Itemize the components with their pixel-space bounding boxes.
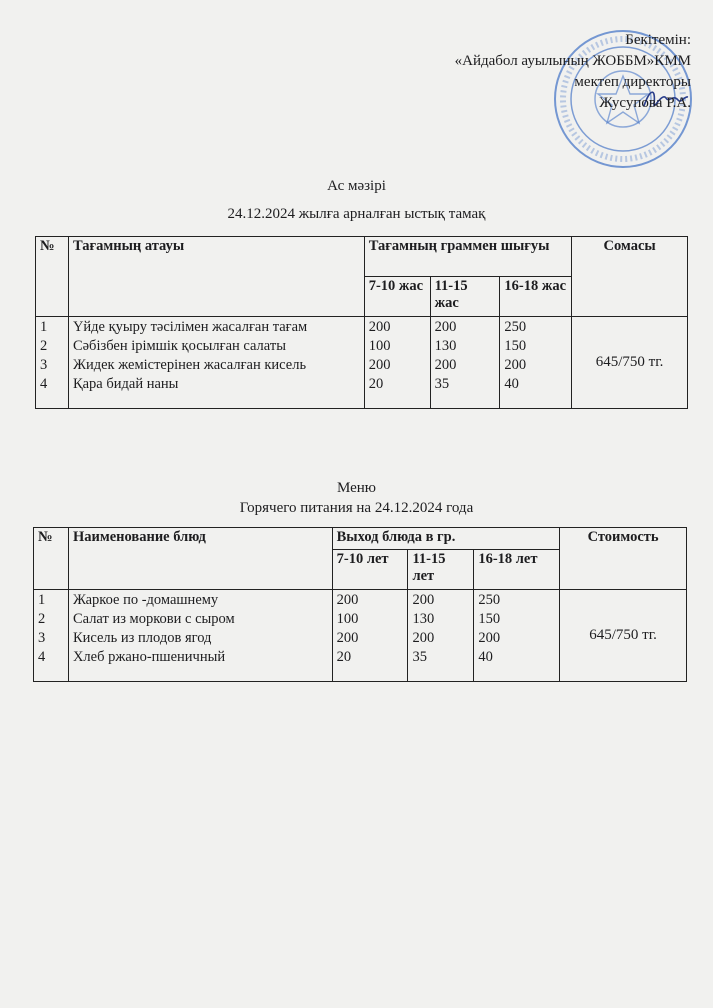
- grams-value: 200: [434, 319, 457, 335]
- dish-name: Салат из моркови с сыром: [72, 611, 235, 627]
- kz-price: 645/750 тг.: [572, 317, 688, 409]
- grams-value: 35: [412, 649, 427, 665]
- kz-header-price: Сомасы: [572, 237, 688, 317]
- grams-value: 200: [412, 592, 435, 608]
- grams-value: 200: [368, 357, 391, 373]
- dish-name: Хлеб ржано-пшеничный: [72, 649, 226, 665]
- ru-age-11-15-column: [408, 590, 474, 682]
- ru-header-age-16-18: 16-18 лет: [474, 550, 560, 590]
- row-num: 4: [38, 649, 46, 665]
- grams-value: 200: [412, 630, 435, 646]
- grams-value: 250: [504, 319, 527, 335]
- approval-line-approved: Бекітемін:: [625, 32, 691, 48]
- ru-name-column: [68, 590, 332, 682]
- dish-name: Сәбізбен ірімшік қосылған салаты: [72, 338, 286, 354]
- grams-value: 150: [504, 338, 527, 354]
- grams-value: 20: [368, 376, 384, 392]
- kz-menu-table: [35, 236, 688, 409]
- grams-value: 130: [412, 611, 435, 627]
- row-num: 3: [40, 357, 48, 373]
- ru-menu-subtitle: Горячего питания на 24.12.2024 года: [239, 500, 474, 516]
- grams-value: 20: [336, 649, 352, 665]
- kz-age-11-15-column: [430, 317, 500, 409]
- kz-header-num: №: [36, 237, 69, 317]
- table-row: [34, 590, 687, 682]
- approval-line-director-name: Жусупова Р.А.: [599, 95, 691, 111]
- dish-name: Қара бидай наны: [72, 376, 179, 392]
- kz-name-column: [68, 317, 364, 409]
- kz-header-age-16-18: 16-18 жас: [500, 277, 572, 317]
- grams-value: 100: [336, 611, 359, 627]
- kz-header-output: Тағамның граммен шығуы: [364, 237, 571, 277]
- row-num: 2: [40, 338, 48, 354]
- grams-value: 35: [434, 376, 450, 392]
- row-num: 2: [38, 611, 46, 627]
- grams-value: 40: [478, 649, 493, 665]
- ru-header-price: Стоимость: [560, 528, 687, 590]
- ru-header-age-7-10: 7-10 лет: [332, 550, 408, 590]
- row-num: 4: [40, 376, 48, 392]
- row-num: 3: [38, 630, 46, 646]
- ru-price: 645/750 тг.: [560, 590, 687, 682]
- grams-value: 200: [368, 319, 391, 335]
- ru-header-age-11-15: 11-15 лет: [408, 550, 474, 590]
- ru-header-name: Наименование блюд: [68, 528, 332, 590]
- kz-menu-subtitle: 24.12.2024 жылға арналған ыстық тамақ: [227, 206, 486, 222]
- grams-value: 40: [504, 376, 519, 392]
- grams-value: 200: [504, 357, 527, 373]
- kz-age-7-10-column: [364, 317, 430, 409]
- dish-name: Жидек жемістерінен жасалған кисель: [72, 357, 307, 373]
- ru-menu-title: Меню: [336, 480, 377, 496]
- ru-age-16-18-column: [474, 590, 560, 682]
- ru-header-num: №: [34, 528, 69, 590]
- kz-header-age-7-10: 7-10 жас: [364, 277, 430, 317]
- row-num: 1: [40, 319, 48, 335]
- dish-name: Үйде қуыру тәсілімен жасалған тағам: [72, 319, 308, 335]
- table-row: [36, 317, 688, 409]
- grams-value: 200: [336, 630, 359, 646]
- ru-header-output: Выход блюда в гр.: [332, 528, 560, 550]
- grams-value: 250: [478, 592, 501, 608]
- kz-header-age-11-15: 11-15 жас: [430, 277, 500, 317]
- approval-line-school: «Айдабол ауылының ЖОББМ»КММ: [454, 53, 691, 69]
- grams-value: 100: [368, 338, 391, 354]
- ru-num-column: [34, 590, 69, 682]
- dish-name: Кисель из плодов ягод: [72, 630, 212, 646]
- kz-age-16-18-column: [500, 317, 572, 409]
- kz-num-column: [36, 317, 69, 409]
- approval-line-position: мектеп директоры: [574, 74, 691, 90]
- grams-value: 200: [434, 357, 457, 373]
- kz-menu-title: Ас мәзірі: [327, 178, 386, 194]
- grams-value: 200: [336, 592, 359, 608]
- kz-header-name: Тағамның атауы: [68, 237, 364, 317]
- grams-value: 130: [434, 338, 457, 354]
- grams-value: 200: [478, 630, 501, 646]
- grams-value: 150: [478, 611, 501, 627]
- ru-age-7-10-column: [332, 590, 408, 682]
- dish-name: Жаркое по -домашнему: [72, 592, 219, 608]
- ru-menu-table: [33, 527, 687, 682]
- row-num: 1: [38, 592, 46, 608]
- approval-block: [455, 30, 691, 114]
